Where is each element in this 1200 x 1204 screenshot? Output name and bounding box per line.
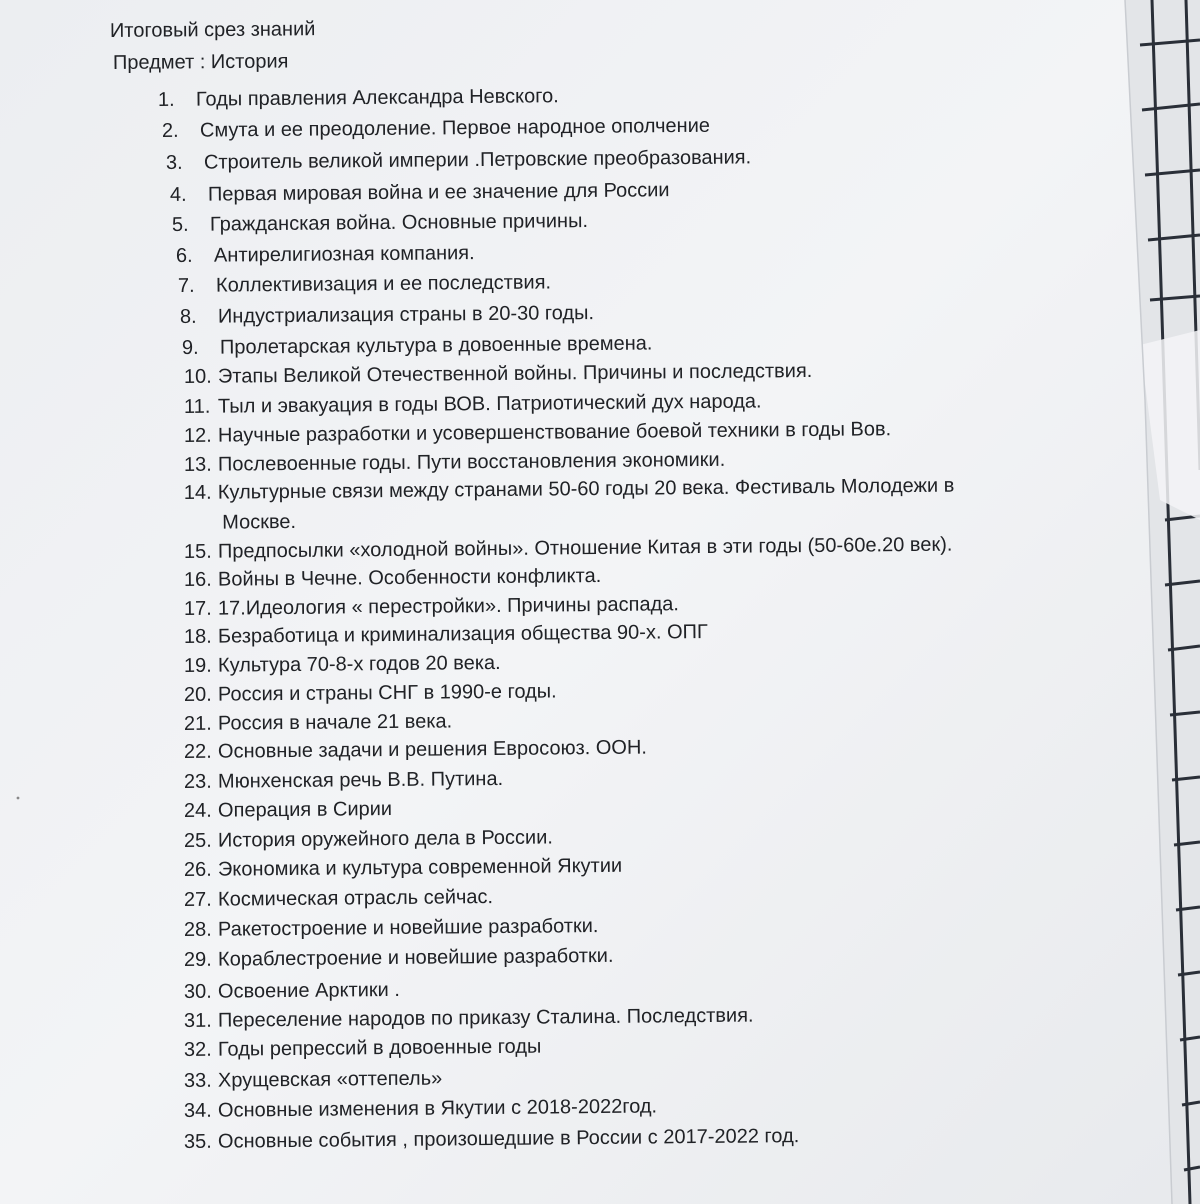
topic-number: 34. <box>183 1099 212 1122</box>
topic-text: Первая мировая война и ее значение для России <box>207 179 670 206</box>
topic-text: Гражданская война. Основные причины. <box>209 210 589 236</box>
topic-item <box>184 471 955 538</box>
topic-text: Этапы Великой Отечественной войны. Причины и последствия. <box>217 359 813 388</box>
topic-number: 24. <box>183 799 212 822</box>
topic-text: Антирелигиозная компания. <box>213 242 475 267</box>
topic-text: Пролетарская культура в довоенные времена. <box>219 332 653 359</box>
topic-number: 12. <box>183 424 212 447</box>
topic-item <box>184 975 400 1007</box>
topic-number: 1. <box>157 88 175 111</box>
topic-number: 31. <box>183 1009 212 1032</box>
topic-text: Основные изменения в Якутии с 2018-2022год. <box>217 1095 658 1122</box>
topic-item <box>184 1091 657 1126</box>
topic-text: Индустриализация страны в 20-30 годы. <box>217 302 595 328</box>
topic-text: Кораблестроение и новейшие разработки. <box>217 944 614 971</box>
topic-number: 16. <box>183 568 212 591</box>
topic-text: Основные события , произошедшие в России с 2017-2022 год. <box>217 1125 800 1153</box>
topic-item <box>184 851 622 885</box>
topic-number: 35. <box>183 1130 212 1153</box>
topic-text: 17.Идеология « перестройки». Причины распада. <box>217 593 680 620</box>
topic-number: 27. <box>183 888 212 911</box>
topic-item <box>184 822 553 856</box>
topic-number: 18. <box>183 625 212 648</box>
topic-number: 9. <box>181 336 199 359</box>
topic-number: 11. <box>183 395 211 418</box>
topic-text: Безработица и криминализация общества 90-х. ОПГ <box>217 620 708 648</box>
topic-text: Экономика и культура современной Якутии <box>217 854 623 881</box>
topic-number: 30. <box>183 980 212 1003</box>
topic-number: 4. <box>169 183 187 206</box>
topic-number: 17. <box>183 597 212 620</box>
topic-item <box>162 111 710 146</box>
topic-text: Переселение народов по приказу Сталина. Последствия. <box>217 1004 754 1032</box>
topic-item <box>184 648 501 681</box>
topic-number: 13. <box>183 453 212 476</box>
topic-text: Культура 70-8-х годов 20 века. <box>217 651 501 677</box>
topic-item <box>184 882 493 915</box>
topic-text: Строитель великой империи .Петровские преобразования. <box>203 146 752 174</box>
topic-number: 23. <box>183 770 212 793</box>
topic-text: Коллективизация и ее последствия. <box>215 271 552 297</box>
topic-number: 28. <box>183 918 212 941</box>
topic-number: 33. <box>183 1069 212 1092</box>
topic-text: Основные задачи и решения Евросоюз. ООН. <box>217 736 648 763</box>
topic-text: Войны в Чечне. Особенности конфликта. <box>217 564 602 591</box>
topic-number: 21. <box>183 712 212 735</box>
topic-text: Научные разработки и усовершенствование боевой техники в годы Вов. <box>217 418 892 447</box>
topic-text: Тыл и эвакуация в годы ВОВ. Патриотический дух народа. <box>217 390 762 418</box>
topic-number: 20. <box>183 683 212 706</box>
topic-item <box>184 1121 800 1157</box>
topic-text: Мюнхенская речь В.В. Путина. <box>217 767 504 793</box>
topic-text: Россия в начале 21 века. <box>217 710 453 735</box>
document-title: Итоговый срез знаний <box>109 18 316 42</box>
topic-number: 8. <box>179 305 197 328</box>
topic-text: История оружейного дела в России. <box>217 826 553 852</box>
topic-text: Культурные связи между странами 50-60 годы 20 века. Фестиваль Молодежи в <box>217 474 955 504</box>
topic-number: 5. <box>171 213 189 236</box>
topic-text: Космическая отрасль сейчас. <box>217 886 494 911</box>
topic-item <box>176 238 475 271</box>
topic-item <box>170 175 670 210</box>
topic-item <box>184 941 614 975</box>
topic-item <box>184 1001 754 1036</box>
topic-number: 26. <box>183 858 212 881</box>
topic-number: 14. <box>183 481 212 505</box>
topic-number: 10. <box>183 365 212 388</box>
topic-item <box>178 267 551 301</box>
topic-number: 32. <box>183 1038 212 1061</box>
topic-item <box>184 617 708 652</box>
topic-text: Годы правления Александра Невского. <box>195 85 559 111</box>
topic-number: 3. <box>165 151 183 174</box>
topic-text: Освоение Арктики . <box>217 978 401 1003</box>
topic-text: Ракетостроение и новейшие разработки. <box>217 915 599 941</box>
topic-item <box>184 733 647 767</box>
topic-text: Операция в Сирии <box>217 798 393 822</box>
topic-item <box>184 911 599 945</box>
topic-number: 15. <box>183 540 212 563</box>
document-subject: Предмет : История <box>112 50 289 74</box>
topic-number: 25. <box>183 829 212 852</box>
topic-number: 19. <box>183 654 212 677</box>
topic-item <box>180 298 594 332</box>
topic-text: Послевоенные годы. Пути восстановления экономики. <box>217 448 726 476</box>
topic-item <box>184 794 392 826</box>
topic-item <box>184 414 891 451</box>
topic-number: 29. <box>183 948 212 971</box>
topic-item <box>184 764 503 797</box>
topic-text: Предпосылки «холодной войны». Отношение Китая в эти годы (50-60е.20 век). <box>217 533 953 563</box>
topic-text-continuation: Москве. <box>222 510 297 534</box>
topic-item <box>172 206 588 240</box>
topic-text: Россия и страны СНГ в 1990-е годы. <box>217 680 557 706</box>
topic-number: 6. <box>175 244 193 267</box>
topic-text: Годы репрессий в довоенные годы <box>217 1035 542 1061</box>
topic-number: 2. <box>161 119 179 142</box>
topic-text: Хрущевская «оттепель» <box>217 1067 443 1092</box>
topic-item <box>184 1032 542 1065</box>
topic-item <box>166 142 751 178</box>
topic-item <box>184 676 557 710</box>
topic-number: 22. <box>183 740 212 763</box>
topic-text: Смута и ее преодоление. Первое народное ополчение <box>199 114 711 142</box>
topic-item <box>158 81 559 115</box>
topic-number: 7. <box>177 274 195 297</box>
topic-item <box>184 1064 442 1096</box>
